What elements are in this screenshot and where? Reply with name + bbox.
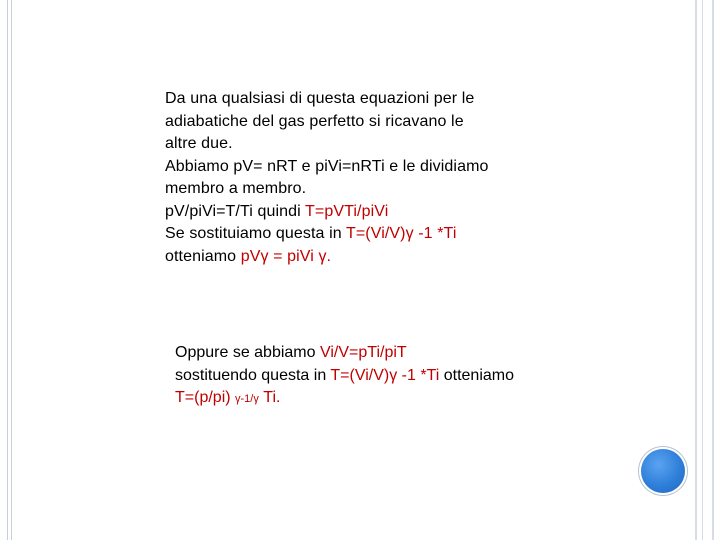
formula-span: T=pVTi/piVi: [305, 202, 389, 220]
text-span: otteniamo: [165, 247, 241, 265]
text-line: Abbiamo pV= nRT e piVi=nRTi e le dividiamo: [165, 157, 489, 175]
main-text-block: [165, 88, 545, 268]
text-span: otteniamo: [439, 366, 514, 384]
text-line: [175, 342, 595, 365]
text-line: [175, 387, 595, 411]
text-line: adiabatiche del gas perfetto si ricavano le: [165, 112, 464, 130]
text-line: altre due.: [165, 135, 233, 152]
formula-span: T=(p/pi): [175, 389, 236, 406]
formula-span: T=(Vi/V)γ -1 *Ti: [345, 225, 457, 242]
text-line: [175, 365, 595, 388]
text-line: [165, 223, 545, 246]
text-span: pV/piVi=T/Ti quindi: [165, 202, 306, 220]
formula-span: pVγ = piVi γ.: [240, 247, 332, 265]
left-frame-border: [7, 0, 12, 540]
secondary-text-block: [175, 342, 595, 411]
text-line: [165, 201, 545, 224]
right-frame-border: [695, 0, 714, 540]
decorative-circle-icon: [641, 449, 685, 493]
formula-span: Ti.: [258, 389, 281, 406]
text-line: membro a membro.: [165, 180, 307, 197]
text-line: [165, 246, 545, 269]
text-span: Se sostituiamo questa in: [165, 225, 346, 242]
text-line: Da una qualsiasi di questa equazioni per le: [165, 90, 475, 107]
formula-span: T=(Vi/V)γ -1 *Ti: [330, 366, 440, 384]
formula-span: Vi/V=pTi/piT: [319, 344, 407, 361]
exponent-span: γ-1/γ: [235, 393, 259, 405]
text-span: sostituendo questa in: [175, 366, 331, 384]
text-span: Oppure se abbiamo: [175, 344, 320, 361]
